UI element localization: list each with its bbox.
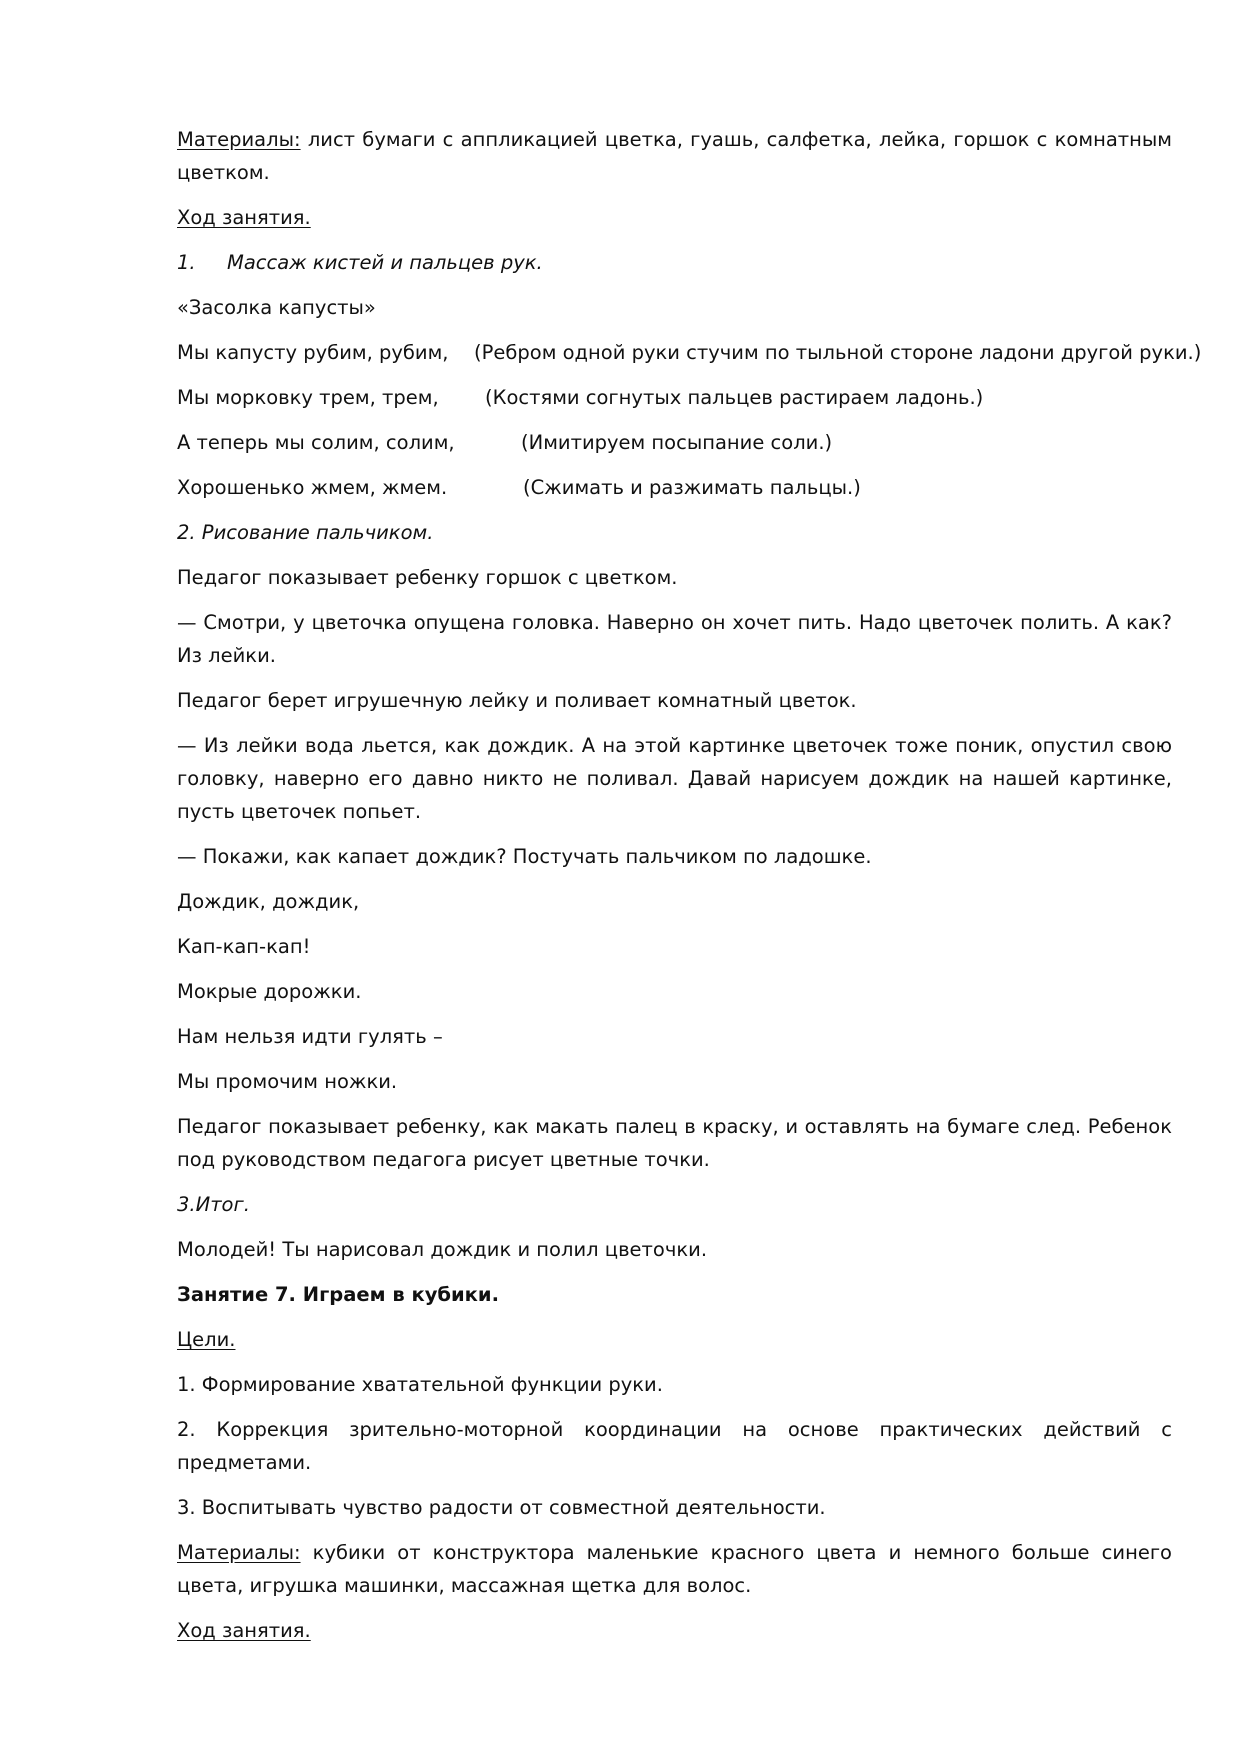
poem-line: Мокрые дорожки.	[177, 980, 362, 1003]
verse-line: А теперь мы солим, солим, (Имитируем посыпание соли.)	[177, 431, 833, 454]
course-heading: Ход занятия.	[177, 1619, 311, 1642]
paragraph: — Покажи, как капает дождик? Постучать пальчиком по ладошке.	[177, 845, 872, 868]
poem-line: Нам нельзя идти гулять –	[177, 1025, 443, 1048]
paragraph: Педагог берет игрушечную лейку и поливает комнатный цветок.	[177, 689, 857, 712]
poem-line: Мы промочим ножки.	[177, 1070, 398, 1093]
materials-text: кубики от конструктора маленькие красного цвета и немного больше синего цвета, игрушка машинки, массажная щетка для волос.	[177, 1541, 1172, 1597]
course-heading: Ход занятия.	[177, 206, 311, 229]
paragraph: — Из лейки вода льется, как дождик. А на этой картинке цветочек тоже поник, опустил свою головку, наверно его давно никто не поливал. Давай нарисуем дождик на нашей картинке, пусть цветочек попьет.	[177, 734, 1172, 823]
poem-line: Кап-кап-кап!	[177, 935, 311, 958]
poem-line: Дождик, дождик,	[177, 890, 360, 913]
paragraph: — Смотри, у цветочка опущена головка. Наверно он хочет пить. Надо цветочек полить. А как? Из лейки.	[177, 611, 1172, 667]
verse-line: Хорошенько жмем, жмем. (Сжимать и разжимать пальцы.)	[177, 476, 861, 499]
rhyme-title: «Засолка капусты»	[177, 296, 376, 319]
goals-heading: Цели.	[177, 1328, 236, 1351]
paragraph: Педагог показывает ребенку горшок с цветком.	[177, 566, 678, 589]
goal-item: 1. Формирование хватательной функции руки.	[177, 1373, 663, 1396]
verse-line: Мы капусту рубим, рубим, (Ребром одной руки стучим по тыльной стороне ладони другой руки.)	[177, 341, 1202, 364]
materials-label: Материалы:	[177, 1541, 301, 1564]
step-3-heading: 3.Итог.	[177, 1193, 250, 1216]
materials-paragraph	[177, 1536, 1172, 1602]
step-2-heading: 2. Рисование пальчиком.	[177, 521, 434, 544]
materials-label: Материалы:	[177, 128, 301, 151]
lesson-title: Занятие 7. Играем в кубики.	[177, 1283, 499, 1306]
paragraph: Молодей! Ты нарисовал дождик и полил цветочки.	[177, 1238, 708, 1261]
materials-paragraph	[177, 123, 1172, 189]
step-1-heading: 1. Массаж кистей и пальцев рук.	[177, 251, 543, 274]
paragraph: Педагог показывает ребенку, как макать палец в краску, и оставлять на бумаге след. Ребенок под руководством педагога рисует цветные точки.	[177, 1115, 1172, 1171]
materials-text: лист бумаги с аппликацией цветка, гуашь, салфетка, лейка, горшок с комнатным цветком.	[177, 128, 1172, 184]
goal-item: 3. Воспитывать чувство радости от совместной деятельности.	[177, 1496, 826, 1519]
verse-line: Мы морковку трем, трем, (Костями согнутых пальцев растираем ладонь.)	[177, 386, 984, 409]
goal-item: 2. Коррекция зрительно-моторной координации на основе практических действий с предметами.	[177, 1418, 1172, 1474]
